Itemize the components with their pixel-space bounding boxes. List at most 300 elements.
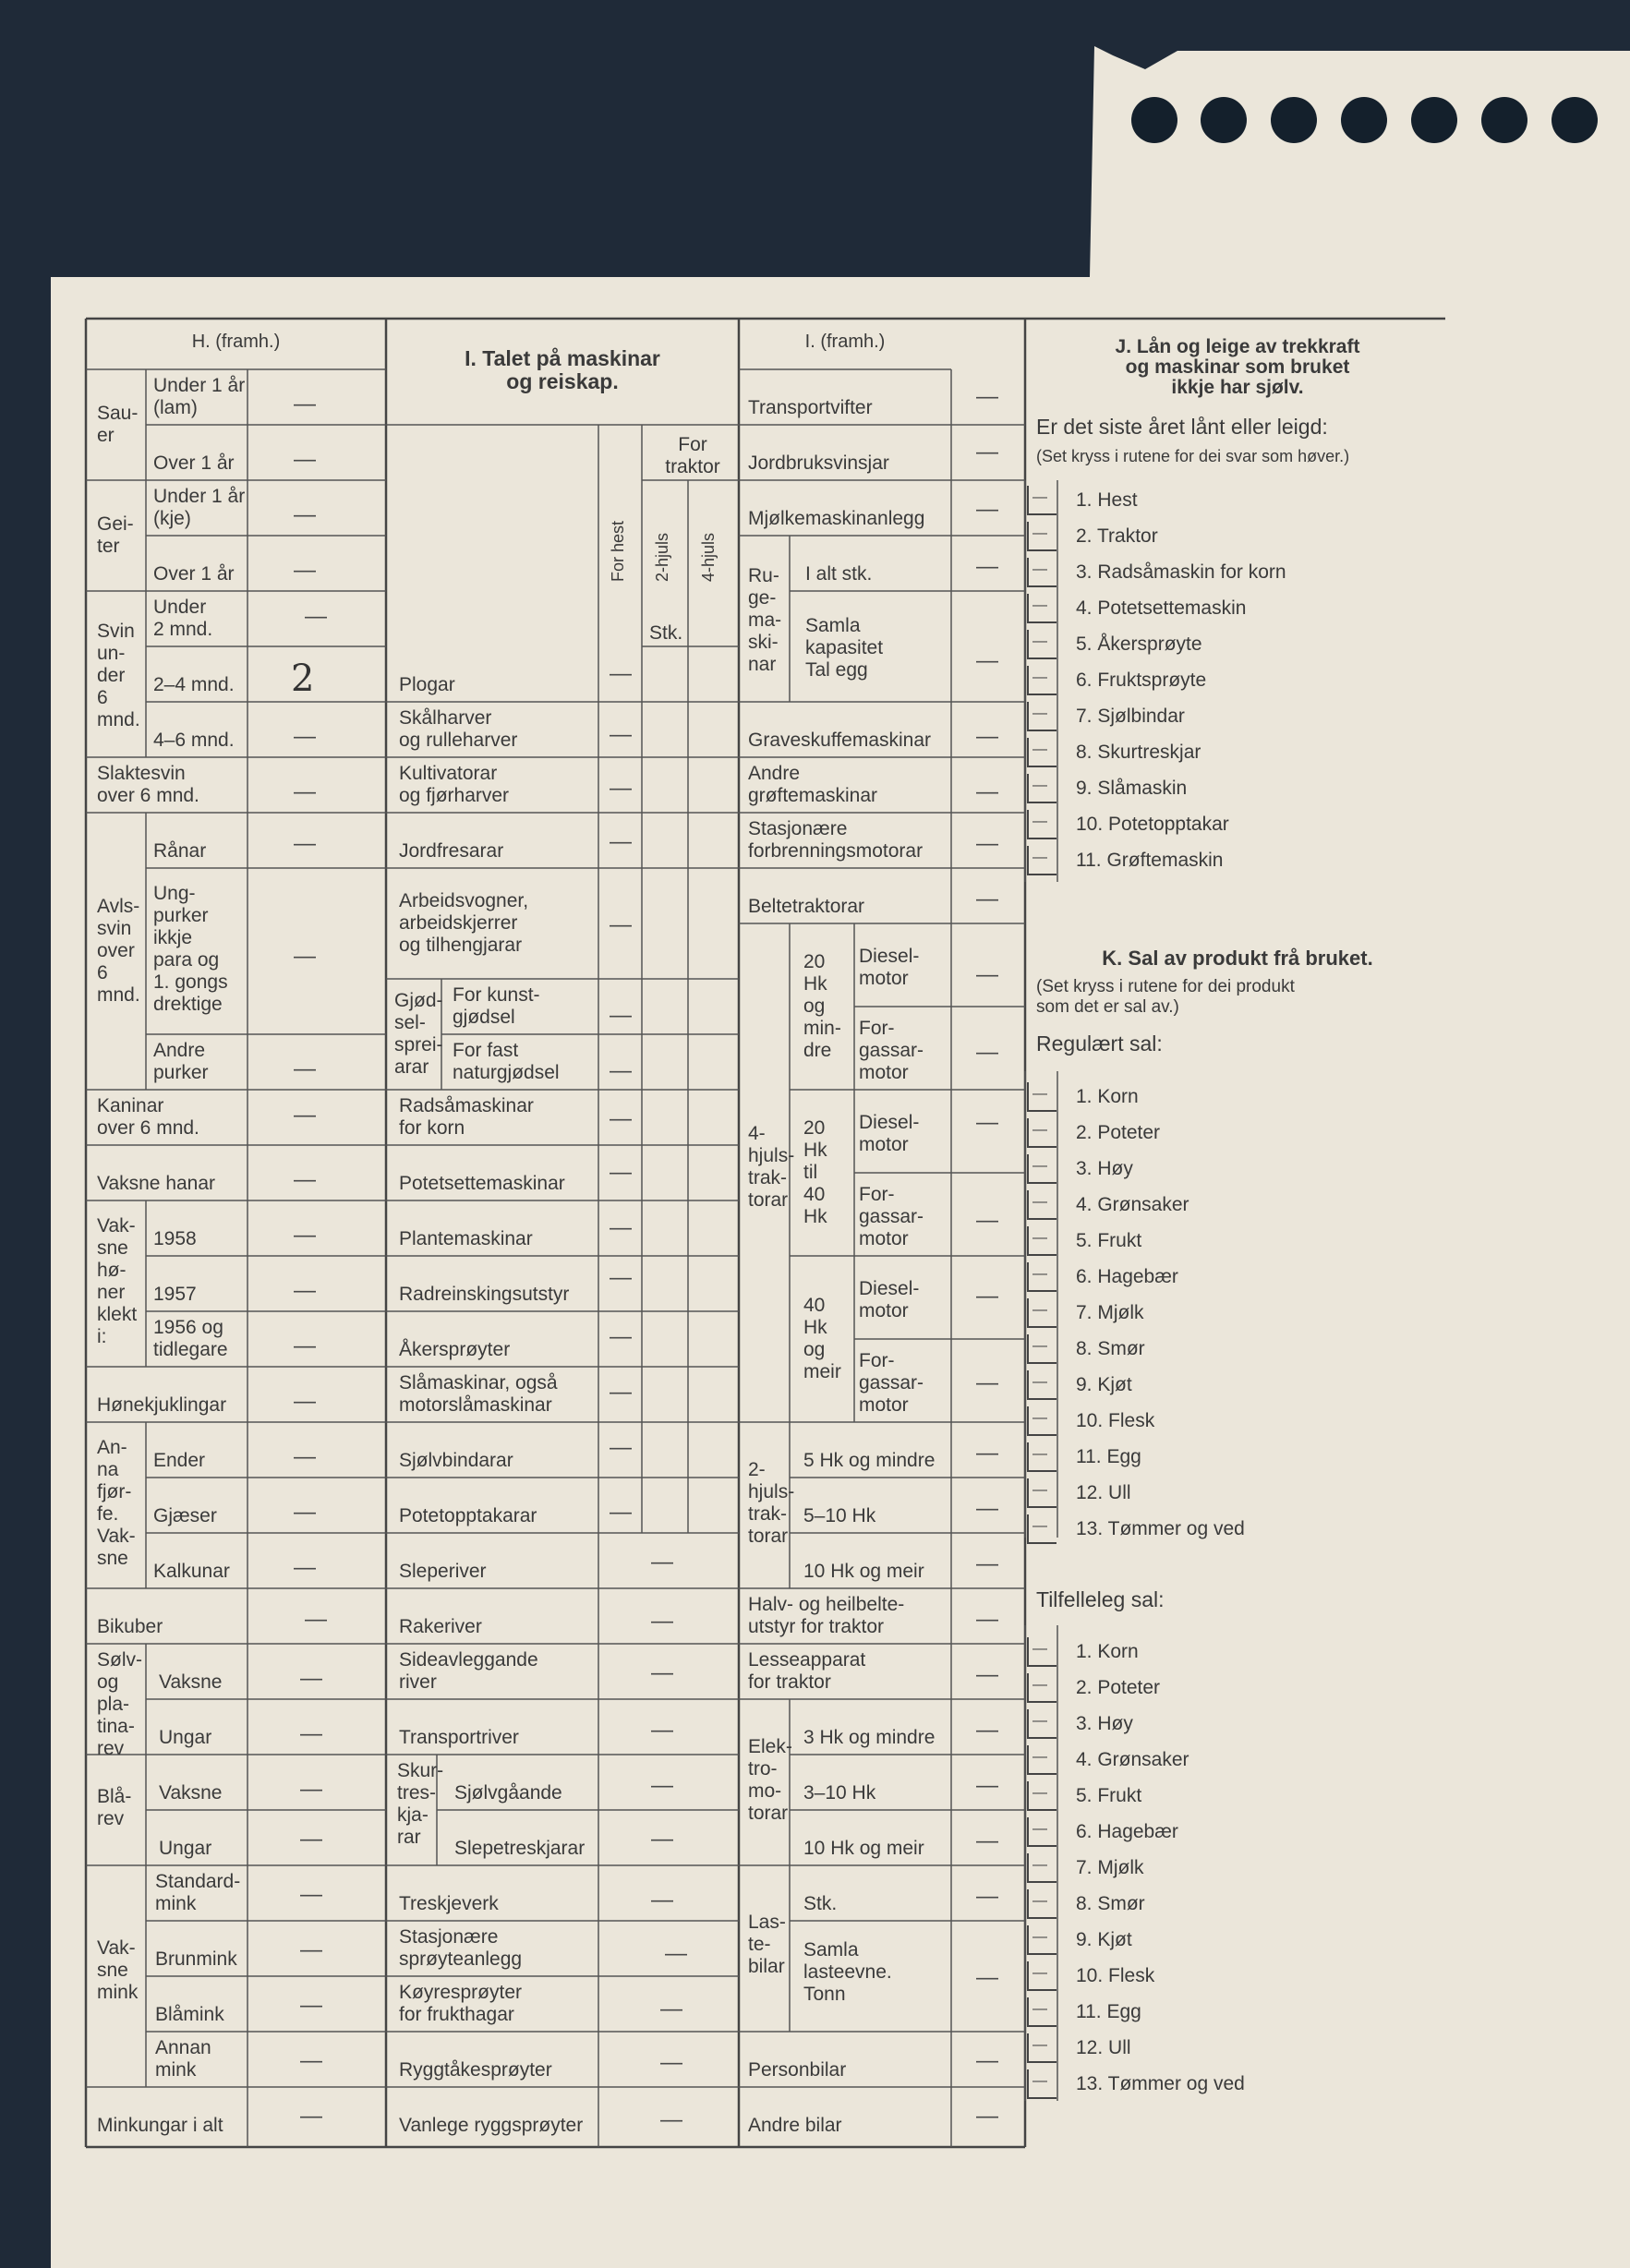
- machine-label: Jordfresarar: [399, 840, 504, 862]
- machine-value[interactable]: —: [651, 1550, 673, 1574]
- row-label: 1957: [153, 1284, 197, 1305]
- machine-value[interactable]: —: [610, 1265, 632, 1290]
- row-label: Annan mink: [155, 2037, 211, 2081]
- dash-mark: —: [1032, 1266, 1047, 1282]
- row-value[interactable]: —: [300, 2048, 322, 2073]
- machine-label: Samla lasteevne. Tonn: [803, 1939, 892, 2005]
- col-header-4hjuls: 4-hjuls: [699, 532, 718, 582]
- checklist-item-label: 5. Frukt: [1076, 1230, 1142, 1251]
- row-group-sauer: Sau- er: [97, 403, 139, 446]
- engine-type-label: Diesel- motor: [859, 946, 920, 989]
- checklist-item-label: 4. Potetsettemaskin: [1076, 597, 1247, 619]
- checklist-item-label: 11. Grøftemaskin: [1076, 850, 1224, 871]
- row-value[interactable]: —: [294, 1500, 316, 1525]
- machine-label: 5 Hk og mindre: [803, 1450, 936, 1471]
- machine-value[interactable]: —: [976, 2048, 998, 2073]
- machine-label: Åkersprøyter: [399, 1339, 511, 1360]
- col-header-traktor: For traktor: [665, 434, 720, 477]
- checklist-item-label: 6. Hagebær: [1076, 1266, 1178, 1287]
- row-value[interactable]: —: [294, 1333, 316, 1358]
- dash-mark: —: [1032, 742, 1047, 757]
- row-group-fjorfe: An- na fjør- fe. Vak- sne: [97, 1437, 136, 1569]
- machine-label: Sjølvgåande: [454, 1782, 562, 1804]
- checkbox[interactable]: [1027, 702, 1056, 731]
- row-label: 2–4 mnd.: [153, 674, 235, 695]
- dash-mark: —: [1032, 706, 1047, 721]
- punch-hole: [1131, 97, 1177, 143]
- row-label-kaninar: Kaninar over 6 mnd.: [97, 1095, 199, 1139]
- checkbox[interactable]: [1027, 1925, 1056, 1955]
- row-group-lastebilar: Las- te- bilar: [748, 1912, 786, 1977]
- row-label: Ung- purker ikkje para og 1. gongs drektige: [153, 883, 228, 1015]
- checkbox[interactable]: [1027, 1817, 1056, 1847]
- section-k-header: K. Sal av produkt frå bruket.: [1102, 947, 1373, 970]
- punch-hole: [1411, 97, 1457, 143]
- checkbox[interactable]: [1027, 2069, 1056, 2099]
- checkbox[interactable]: [1027, 1370, 1056, 1400]
- row-label: 4–6 mnd.: [153, 730, 235, 751]
- machine-label: Slepetreskjarar: [454, 1838, 586, 1859]
- machine-label: Sideavleggande river: [399, 1649, 538, 1693]
- dash-mark: —: [1032, 1338, 1047, 1354]
- row-label: Under 1 år (kje): [153, 486, 246, 529]
- row-label: Brunmink: [155, 1948, 237, 1970]
- punch-hole: [1481, 97, 1527, 143]
- engine-type-label: Diesel- motor: [859, 1278, 920, 1321]
- dash-mark: —: [1032, 1749, 1047, 1765]
- dash-mark: —: [1032, 814, 1047, 829]
- checkbox[interactable]: [1027, 1889, 1056, 1919]
- machine-label: 10 Hk og meir: [803, 1838, 924, 1859]
- machine-value[interactable]: —: [660, 2107, 682, 2132]
- checkbox[interactable]: [1027, 1334, 1056, 1364]
- machine-value[interactable]: —: [976, 497, 998, 522]
- machine-label: Plogar: [399, 674, 455, 695]
- machine-value[interactable]: —: [976, 1828, 998, 1853]
- machine-value[interactable]: —: [660, 1997, 682, 2021]
- machine-value[interactable]: —: [976, 1662, 998, 1687]
- dash-mark: —: [1032, 489, 1047, 505]
- machine-value[interactable]: —: [665, 1941, 687, 1966]
- machine-value[interactable]: —: [610, 1324, 632, 1349]
- machine-label: Arbeidsvogner, arbeidskjerrer og tilhengjarar: [399, 890, 529, 956]
- machine-value[interactable]: —: [610, 829, 632, 854]
- checkbox[interactable]: [1027, 1442, 1056, 1472]
- dash-mark: —: [1032, 778, 1047, 793]
- row-label: Vaksne: [159, 1671, 223, 1693]
- dash-mark: —: [1032, 525, 1047, 541]
- machine-label: Plantemaskinar: [399, 1228, 533, 1249]
- dash-mark: —: [1032, 2001, 1047, 2017]
- machine-value[interactable]: —: [976, 1607, 998, 1632]
- row-value[interactable]: —: [294, 447, 316, 472]
- checkbox[interactable]: [1027, 1118, 1056, 1148]
- row-group-solvrev: Sølv- og pla- tina- rev: [97, 1649, 142, 1759]
- checkbox[interactable]: [1027, 1298, 1056, 1328]
- checklist-item-label: 11. Egg: [1076, 1446, 1141, 1467]
- machine-label: Stasjonære forbrenningsmotorar: [748, 818, 924, 862]
- machine-value[interactable]: —: [651, 1609, 673, 1634]
- checkbox[interactable]: [1027, 558, 1056, 587]
- checklist-item-label: 9. Slåmaskin: [1076, 778, 1188, 799]
- machine-value[interactable]: —: [976, 1965, 998, 1990]
- dash-mark: —: [1032, 850, 1047, 865]
- machine-label: Stasjonære sprøyteanlegg: [399, 1926, 523, 1970]
- checkbox[interactable]: [1027, 2033, 1056, 2063]
- machine-label: For kunst- gjødsel: [453, 984, 540, 1028]
- punch-hole: [1201, 97, 1247, 143]
- section-j-hint: (Set kryss i rutene for dei svar som høver.): [1036, 447, 1350, 465]
- checklist-item-label: 12. Ull: [1076, 1482, 1131, 1503]
- row-label: 1956 og tidlegare: [153, 1317, 228, 1360]
- checkbox[interactable]: [1027, 1709, 1056, 1739]
- machine-label: Andre bilar: [748, 2115, 842, 2136]
- checkbox[interactable]: [1027, 846, 1056, 875]
- machine-value[interactable]: —: [610, 776, 632, 801]
- engine-value[interactable]: —: [976, 962, 998, 987]
- checkbox[interactable]: [1027, 774, 1056, 803]
- machine-value[interactable]: —: [610, 1380, 632, 1405]
- checklist-item-label: 9. Kjøt: [1076, 1929, 1132, 1950]
- dash-mark: —: [1032, 1410, 1047, 1426]
- machine-value[interactable]: —: [660, 2050, 682, 2075]
- row-value[interactable]: —: [294, 1444, 316, 1469]
- row-group-elektromotorar: Elek- tro- mo- torar: [748, 1736, 792, 1824]
- row-value[interactable]: —: [300, 1993, 322, 2018]
- dash-mark: —: [1032, 1518, 1047, 1534]
- dash-mark: —: [1032, 1893, 1047, 1909]
- checklist-item-label: 11. Egg: [1076, 2001, 1141, 2022]
- machine-value[interactable]: —: [976, 1884, 998, 1909]
- engine-value[interactable]: —: [976, 1110, 998, 1135]
- machine-label: Skålharver og rulleharver: [399, 707, 518, 751]
- k-occasional-heading: Tilfelleleg sal:: [1036, 1587, 1165, 1611]
- checklist-item-label: 10. Potetopptakar: [1076, 814, 1229, 835]
- checklist-item-label: 9. Kjøt: [1076, 1374, 1132, 1395]
- row-value[interactable]: —: [300, 2104, 322, 2129]
- row-value[interactable]: —: [294, 1555, 316, 1580]
- machine-value[interactable]: —: [976, 1773, 998, 1798]
- checklist-item-label: 13. Tømmer og ved: [1076, 2073, 1245, 2094]
- engine-value[interactable]: —: [976, 1208, 998, 1233]
- machine-label: Transportriver: [399, 1727, 519, 1748]
- row-label: Under 2 mnd.: [153, 597, 213, 640]
- row-label: Ungar: [159, 1727, 212, 1748]
- checklist-item-label: 4. Grønsaker: [1076, 1749, 1189, 1770]
- engine-value[interactable]: —: [976, 1370, 998, 1395]
- machine-value[interactable]: —: [651, 1718, 673, 1743]
- machine-label: Ryggtåkesprøyter: [399, 2059, 552, 2081]
- machine-value[interactable]: —: [976, 1551, 998, 1576]
- machine-value[interactable]: —: [610, 1160, 632, 1185]
- checkbox[interactable]: [1027, 486, 1056, 515]
- engine-value[interactable]: —: [976, 1284, 998, 1309]
- machine-label: Slåmaskinar, også motorslåmaskinar: [399, 1372, 558, 1416]
- checklist-item-label: 2. Poteter: [1076, 1122, 1161, 1143]
- machine-value[interactable]: —: [651, 1827, 673, 1852]
- row-label: Standard- mink: [155, 1871, 241, 1914]
- checklist-item-label: 7. Mjølk: [1076, 1302, 1144, 1323]
- machine-value[interactable]: —: [610, 1435, 632, 1460]
- checkbox[interactable]: [1027, 1853, 1056, 1883]
- checkbox[interactable]: [1027, 594, 1056, 623]
- machine-value[interactable]: —: [976, 1441, 998, 1466]
- section-j-header: J. Lån og leige av trekkraft og maskinar som bruket ikkje har sjølv.: [1115, 336, 1360, 398]
- row-value[interactable]: —: [305, 604, 327, 629]
- row-value[interactable]: —: [294, 1389, 316, 1414]
- row-label-minkungar: Minkungar i alt: [97, 2115, 223, 2136]
- row-label-slaktesvin: Slaktesvin over 6 mnd.: [97, 763, 199, 806]
- machine-label: Personbilar: [748, 2059, 847, 2081]
- machine-label: Radsåmaskinar for korn: [399, 1095, 534, 1139]
- checklist-item-label: 1. Korn: [1076, 1086, 1139, 1107]
- machine-label: Køyresprøyter for frukthagar: [399, 1982, 523, 2025]
- row-value[interactable]: —: [300, 1721, 322, 1746]
- row-value[interactable]: —: [300, 1882, 322, 1907]
- machine-value[interactable]: —: [610, 1106, 632, 1131]
- checklist-item-label: 10. Flesk: [1076, 1965, 1155, 1986]
- machine-value[interactable]: —: [976, 440, 998, 464]
- machine-label: Potetopptakarar: [399, 1505, 537, 1526]
- checkbox[interactable]: [1027, 738, 1056, 767]
- row-value[interactable]: —: [294, 502, 316, 527]
- dash-mark: —: [1032, 1158, 1047, 1174]
- row-value[interactable]: —: [294, 1103, 316, 1128]
- dash-mark: —: [1032, 1446, 1047, 1462]
- machine-label: Jordbruksvinsjar: [748, 452, 889, 474]
- checklist-item-label: 4. Grønsaker: [1076, 1194, 1189, 1215]
- row-label-kjukling: Hønekjuklingar: [97, 1394, 227, 1416]
- checkbox[interactable]: [1027, 1082, 1056, 1112]
- row-value[interactable]: —: [305, 1607, 327, 1632]
- row-group-gjodsel: Gjød- sel- sprei- arar: [394, 990, 443, 1078]
- section-h-header: H. (framh.): [191, 332, 281, 352]
- row-value[interactable]: —: [300, 1777, 322, 1802]
- machine-value[interactable]: —: [976, 1496, 998, 1521]
- checklist-item-label: 1. Korn: [1076, 1641, 1139, 1662]
- checklist-item-label: 8. Smør: [1076, 1338, 1145, 1359]
- checklist-item-label: 6. Fruktsprøyte: [1076, 670, 1207, 691]
- machine-label: For fast naturgjødsel: [453, 1040, 560, 1083]
- row-label: Vaksne: [159, 1782, 223, 1804]
- machine-value[interactable]: —: [976, 724, 998, 749]
- checkbox[interactable]: [1027, 810, 1056, 839]
- dash-mark: —: [1032, 1857, 1047, 1873]
- dash-mark: —: [1032, 1641, 1047, 1657]
- engine-type-label: For- gassar- motor: [859, 1018, 924, 1083]
- dash-mark: —: [1032, 1929, 1047, 1945]
- checkbox[interactable]: [1027, 1478, 1056, 1508]
- row-label: Ungar: [159, 1838, 212, 1859]
- machine-value[interactable]: —: [651, 1773, 673, 1798]
- dash-mark: —: [1032, 1785, 1047, 1801]
- machine-value[interactable]: —: [976, 887, 998, 911]
- checkbox[interactable]: [1027, 1673, 1056, 1703]
- row-label: Under 1 år (lam): [153, 375, 246, 418]
- col-header-hest: For hest: [609, 520, 627, 582]
- checklist-item-label: 2. Traktor: [1076, 525, 1158, 547]
- machine-value[interactable]: —: [976, 384, 998, 409]
- handwritten-value[interactable]: 2: [291, 657, 315, 700]
- checkbox[interactable]: [1027, 1637, 1056, 1667]
- checkbox[interactable]: [1027, 522, 1056, 551]
- machine-label: Halv- og heilbelte- utstyr for traktor: [748, 1594, 905, 1637]
- checklist-item-label: 1. Hest: [1076, 489, 1138, 511]
- row-group-4hjuls: 4- hjuls- trak- torar: [748, 1123, 795, 1211]
- row-value[interactable]: —: [294, 558, 316, 583]
- row-label: Gjæser: [153, 1505, 217, 1526]
- row-value[interactable]: —: [294, 779, 316, 804]
- machine-value[interactable]: —: [610, 1500, 632, 1525]
- machine-label: Potetsettemaskinar: [399, 1173, 565, 1194]
- machine-value[interactable]: —: [976, 779, 998, 804]
- checkbox[interactable]: [1027, 1961, 1056, 1991]
- row-group-svin: Svin un- der 6 mnd.: [97, 621, 140, 730]
- row-value[interactable]: —: [294, 1056, 316, 1081]
- section-i2-header: I. (framh.): [804, 332, 886, 352]
- dash-mark: —: [1032, 2037, 1047, 2053]
- machine-value[interactable]: —: [976, 1718, 998, 1743]
- dash-mark: —: [1032, 1302, 1047, 1318]
- checklist-item-label: 6. Hagebær: [1076, 1821, 1178, 1842]
- machine-label: Graveskuffemaskinar: [748, 730, 932, 751]
- row-label: Rånar: [153, 840, 207, 862]
- row-group-avlssvin: Avls- svin over 6 mnd.: [97, 896, 140, 1006]
- engine-type-label: Diesel- motor: [859, 1112, 920, 1155]
- row-value[interactable]: —: [294, 724, 316, 749]
- row-value[interactable]: —: [294, 1223, 316, 1248]
- checkbox[interactable]: [1027, 1406, 1056, 1436]
- machine-label: 5–10 Hk: [803, 1505, 876, 1526]
- dash-mark: —: [1032, 2073, 1047, 2089]
- row-value[interactable]: —: [294, 944, 316, 969]
- punch-hole: [1271, 97, 1317, 143]
- machine-label: 10 Hk og meir: [803, 1561, 924, 1582]
- checkbox[interactable]: [1027, 1514, 1056, 1544]
- dash-mark: —: [1032, 633, 1047, 649]
- section-i-header: I. Talet på maskinar og reiskap.: [465, 346, 660, 393]
- hp-class: 20 Hk til 40 Hk: [803, 1117, 827, 1227]
- checkbox[interactable]: [1027, 1745, 1056, 1775]
- dash-mark: —: [1032, 1482, 1047, 1498]
- checkbox[interactable]: [1027, 666, 1056, 695]
- machine-label: Beltetraktorar: [748, 896, 865, 917]
- checklist-item-label: 3. Høy: [1076, 1158, 1133, 1179]
- row-value[interactable]: —: [294, 392, 316, 416]
- row-label-hanar: Vaksne hanar: [97, 1173, 216, 1194]
- row-group-geiter: Gei- ter: [97, 513, 134, 557]
- machine-value[interactable]: —: [610, 722, 632, 747]
- checklist-item-label: 7. Mjølk: [1076, 1857, 1144, 1878]
- checklist-item-label: 2. Poteter: [1076, 1677, 1161, 1698]
- checklist-item-label: 10. Flesk: [1076, 1410, 1155, 1431]
- checkbox[interactable]: [1027, 1997, 1056, 2027]
- row-label: 1958: [153, 1228, 197, 1249]
- machine-value[interactable]: —: [610, 1003, 632, 1028]
- machine-value[interactable]: —: [976, 648, 998, 673]
- machine-value[interactable]: —: [610, 912, 632, 937]
- machine-label: 3 Hk og mindre: [803, 1727, 936, 1748]
- row-label: Over 1 år: [153, 452, 235, 474]
- dash-mark: —: [1032, 1677, 1047, 1693]
- machine-label: Kultivatorar og fjørharver: [399, 763, 510, 806]
- checkbox[interactable]: [1027, 1262, 1056, 1292]
- machine-label: Lesseapparat for traktor: [748, 1649, 866, 1693]
- checkbox[interactable]: [1027, 1190, 1056, 1220]
- machine-label: Rakeriver: [399, 1616, 482, 1637]
- punch-hole: [1552, 97, 1598, 143]
- row-group-blarev: Blå- rev: [97, 1786, 132, 1829]
- checklist-item-label: 7. Sjølbindar: [1076, 706, 1185, 727]
- dash-mark: —: [1032, 670, 1047, 685]
- machine-value[interactable]: —: [976, 554, 998, 579]
- machine-label: I alt stk.: [805, 563, 873, 585]
- machine-label: Vanlege ryggsprøyter: [399, 2115, 584, 2136]
- dash-mark: —: [1032, 597, 1047, 613]
- row-value[interactable]: —: [300, 1666, 322, 1691]
- checkbox[interactable]: [1027, 1154, 1056, 1184]
- row-label-bikuber: Bikuber: [97, 1616, 163, 1637]
- dash-mark: —: [1032, 1821, 1047, 1837]
- engine-type-label: For- gassar- motor: [859, 1350, 924, 1416]
- row-value[interactable]: —: [294, 1167, 316, 1192]
- machine-label: Stk.: [803, 1893, 838, 1914]
- machine-value[interactable]: —: [651, 1660, 673, 1685]
- machine-label: Radreinskingsutstyr: [399, 1284, 570, 1305]
- machine-value[interactable]: —: [651, 1888, 673, 1912]
- machine-value[interactable]: —: [610, 1058, 632, 1083]
- machine-label: 3–10 Hk: [803, 1782, 876, 1804]
- row-group-2hjuls: 2- hjuls- trak- torar: [748, 1459, 795, 1547]
- checkbox[interactable]: [1027, 630, 1056, 659]
- row-label: Andre purker: [153, 1040, 209, 1083]
- section-j-question: Er det siste året lånt eller leigd:: [1036, 415, 1328, 439]
- col-header-2hjuls: 2-hjuls: [653, 532, 671, 582]
- row-value[interactable]: —: [300, 1937, 322, 1962]
- machine-value[interactable]: —: [976, 831, 998, 856]
- machine-label: Sjølvbindarar: [399, 1450, 513, 1471]
- row-label: Over 1 år: [153, 563, 235, 585]
- dash-mark: —: [1032, 1965, 1047, 1981]
- checklist-item-label: 5. Åkersprøyte: [1076, 633, 1202, 655]
- dash-mark: —: [1032, 1194, 1047, 1210]
- machine-label: Transportvifter: [748, 397, 873, 418]
- row-value[interactable]: —: [300, 1827, 322, 1852]
- row-value[interactable]: —: [294, 1278, 316, 1303]
- punch-hole: [1341, 97, 1387, 143]
- row-value[interactable]: —: [294, 831, 316, 856]
- hp-class: 20 Hk og min- dre: [803, 951, 841, 1061]
- dash-mark: —: [1032, 561, 1047, 577]
- checkbox[interactable]: [1027, 1781, 1056, 1811]
- machine-value[interactable]: —: [610, 661, 632, 686]
- checklist-item-label: 12. Ull: [1076, 2037, 1131, 2058]
- hp-class: 40 Hk og meir: [803, 1295, 841, 1382]
- row-label: Ender: [153, 1450, 206, 1471]
- row-group-skurtreskjarar: Skur- tres- kja- rar: [397, 1760, 444, 1848]
- col-header-stk: Stk.: [649, 622, 683, 644]
- checklist-item-label: 3. Radsåmaskin for korn: [1076, 561, 1286, 583]
- section-k-hint: (Set kryss i rutene for dei produkt som det er sal av.): [1036, 977, 1295, 1017]
- machine-value[interactable]: —: [610, 1215, 632, 1240]
- checklist-item-label: 8. Skurtreskjar: [1076, 742, 1201, 763]
- machine-label: Samla kapasitet Tal egg: [805, 615, 884, 681]
- machine-value[interactable]: —: [976, 2104, 998, 2129]
- checkbox[interactable]: [1027, 1226, 1056, 1256]
- dash-mark: —: [1032, 1122, 1047, 1138]
- row-label: Kalkunar: [153, 1561, 230, 1582]
- engine-value[interactable]: —: [976, 1040, 998, 1065]
